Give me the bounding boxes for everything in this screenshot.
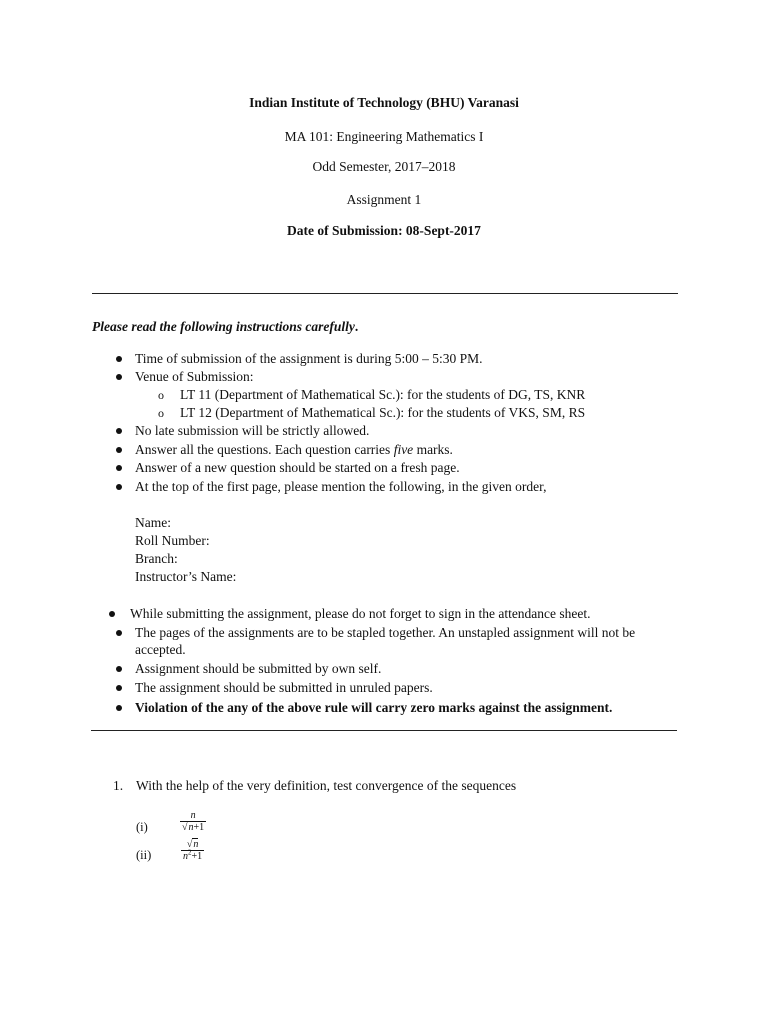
instruction-unruled: The assignment should be submitted in unruled papers. [135,680,433,695]
sub-bullet-marker: o [158,406,164,420]
instruction-fresh-page: Answer of a new question should be started on a fresh page. [135,460,460,475]
instruction-attendance: While submitting the assignment, please do not forget to sign in the attendance sheet. [130,606,591,621]
bullet-marker [116,484,122,490]
instruction-answer-all: Answer all the questions. Each question carries five marks. [135,442,453,457]
instruction-own-self: Assignment should be submitted by own self. [135,661,382,676]
institute-title: Indian Institute of Technology (BHU) Varanasi [249,95,519,110]
field-name: Name: [135,515,171,530]
fraction-denominator: √n+1 [182,822,205,833]
fraction-numerator: n [190,810,196,821]
course-title: MA 101: Engineering Mathematics I [284,129,484,144]
question-number: 1. [113,778,124,793]
instruction-top-page: At the top of the first page, please mention the following, in the given order, [135,479,547,494]
bullet-marker [116,356,122,362]
fraction-numerator: √n [186,839,199,850]
part-label: (ii) [136,848,152,862]
bullet-marker [116,685,122,691]
instruction-time: Time of submission of the assignment is during 5:00 – 5:30 PM. [135,351,483,366]
field-roll-number: Roll Number: [135,533,210,548]
field-instructor: Instructor’s Name: [135,569,237,584]
divider-top [92,293,678,294]
question-text: With the help of the very definition, test convergence of the sequences [136,778,517,793]
bullet-marker [116,630,122,636]
venue-lt12: LT 12 (Department of Mathematical Sc.): for the students of VKS, SM, RS [180,405,586,420]
bullet-marker [116,465,122,471]
venue-lt11: LT 11 (Department of Mathematical Sc.): for the students of DG, TS, KNR [180,387,586,402]
bullet-marker [109,611,115,617]
instruction-venue: Venue of Submission: [135,369,254,384]
fraction-part-ii [181,839,204,862]
instruction-stapled-cont: accepted. [135,642,186,657]
bullet-marker [116,705,122,711]
divider-bottom [91,730,677,731]
bullet-marker [116,447,122,453]
bullet-marker [116,428,122,434]
sub-bullet-marker: o [158,388,164,402]
fraction-denominator: $n^2+1$ [183,848,203,862]
field-branch: Branch: [135,551,178,566]
submission-date: Date of Submission: 08-Sept-2017 [287,223,481,238]
part-label: (i) [136,820,148,834]
semester-line: Odd Semester, 2017–2018 [312,159,456,174]
instruction-no-late: No late submission will be strictly allowed. [135,423,370,438]
bullet-marker [116,666,122,672]
assignment-number: Assignment 1 [346,192,422,207]
instruction-stapled: The pages of the assignments are to be stapled together. An unstapled assignment will not be [135,625,636,640]
bullet-marker [116,374,122,380]
instructions-heading: Please read the following instructions carefully. [92,319,359,334]
instruction-violation: Violation of the any of the above rule will carry zero marks against the assignment. [135,700,613,715]
fraction-part-i [180,810,206,833]
